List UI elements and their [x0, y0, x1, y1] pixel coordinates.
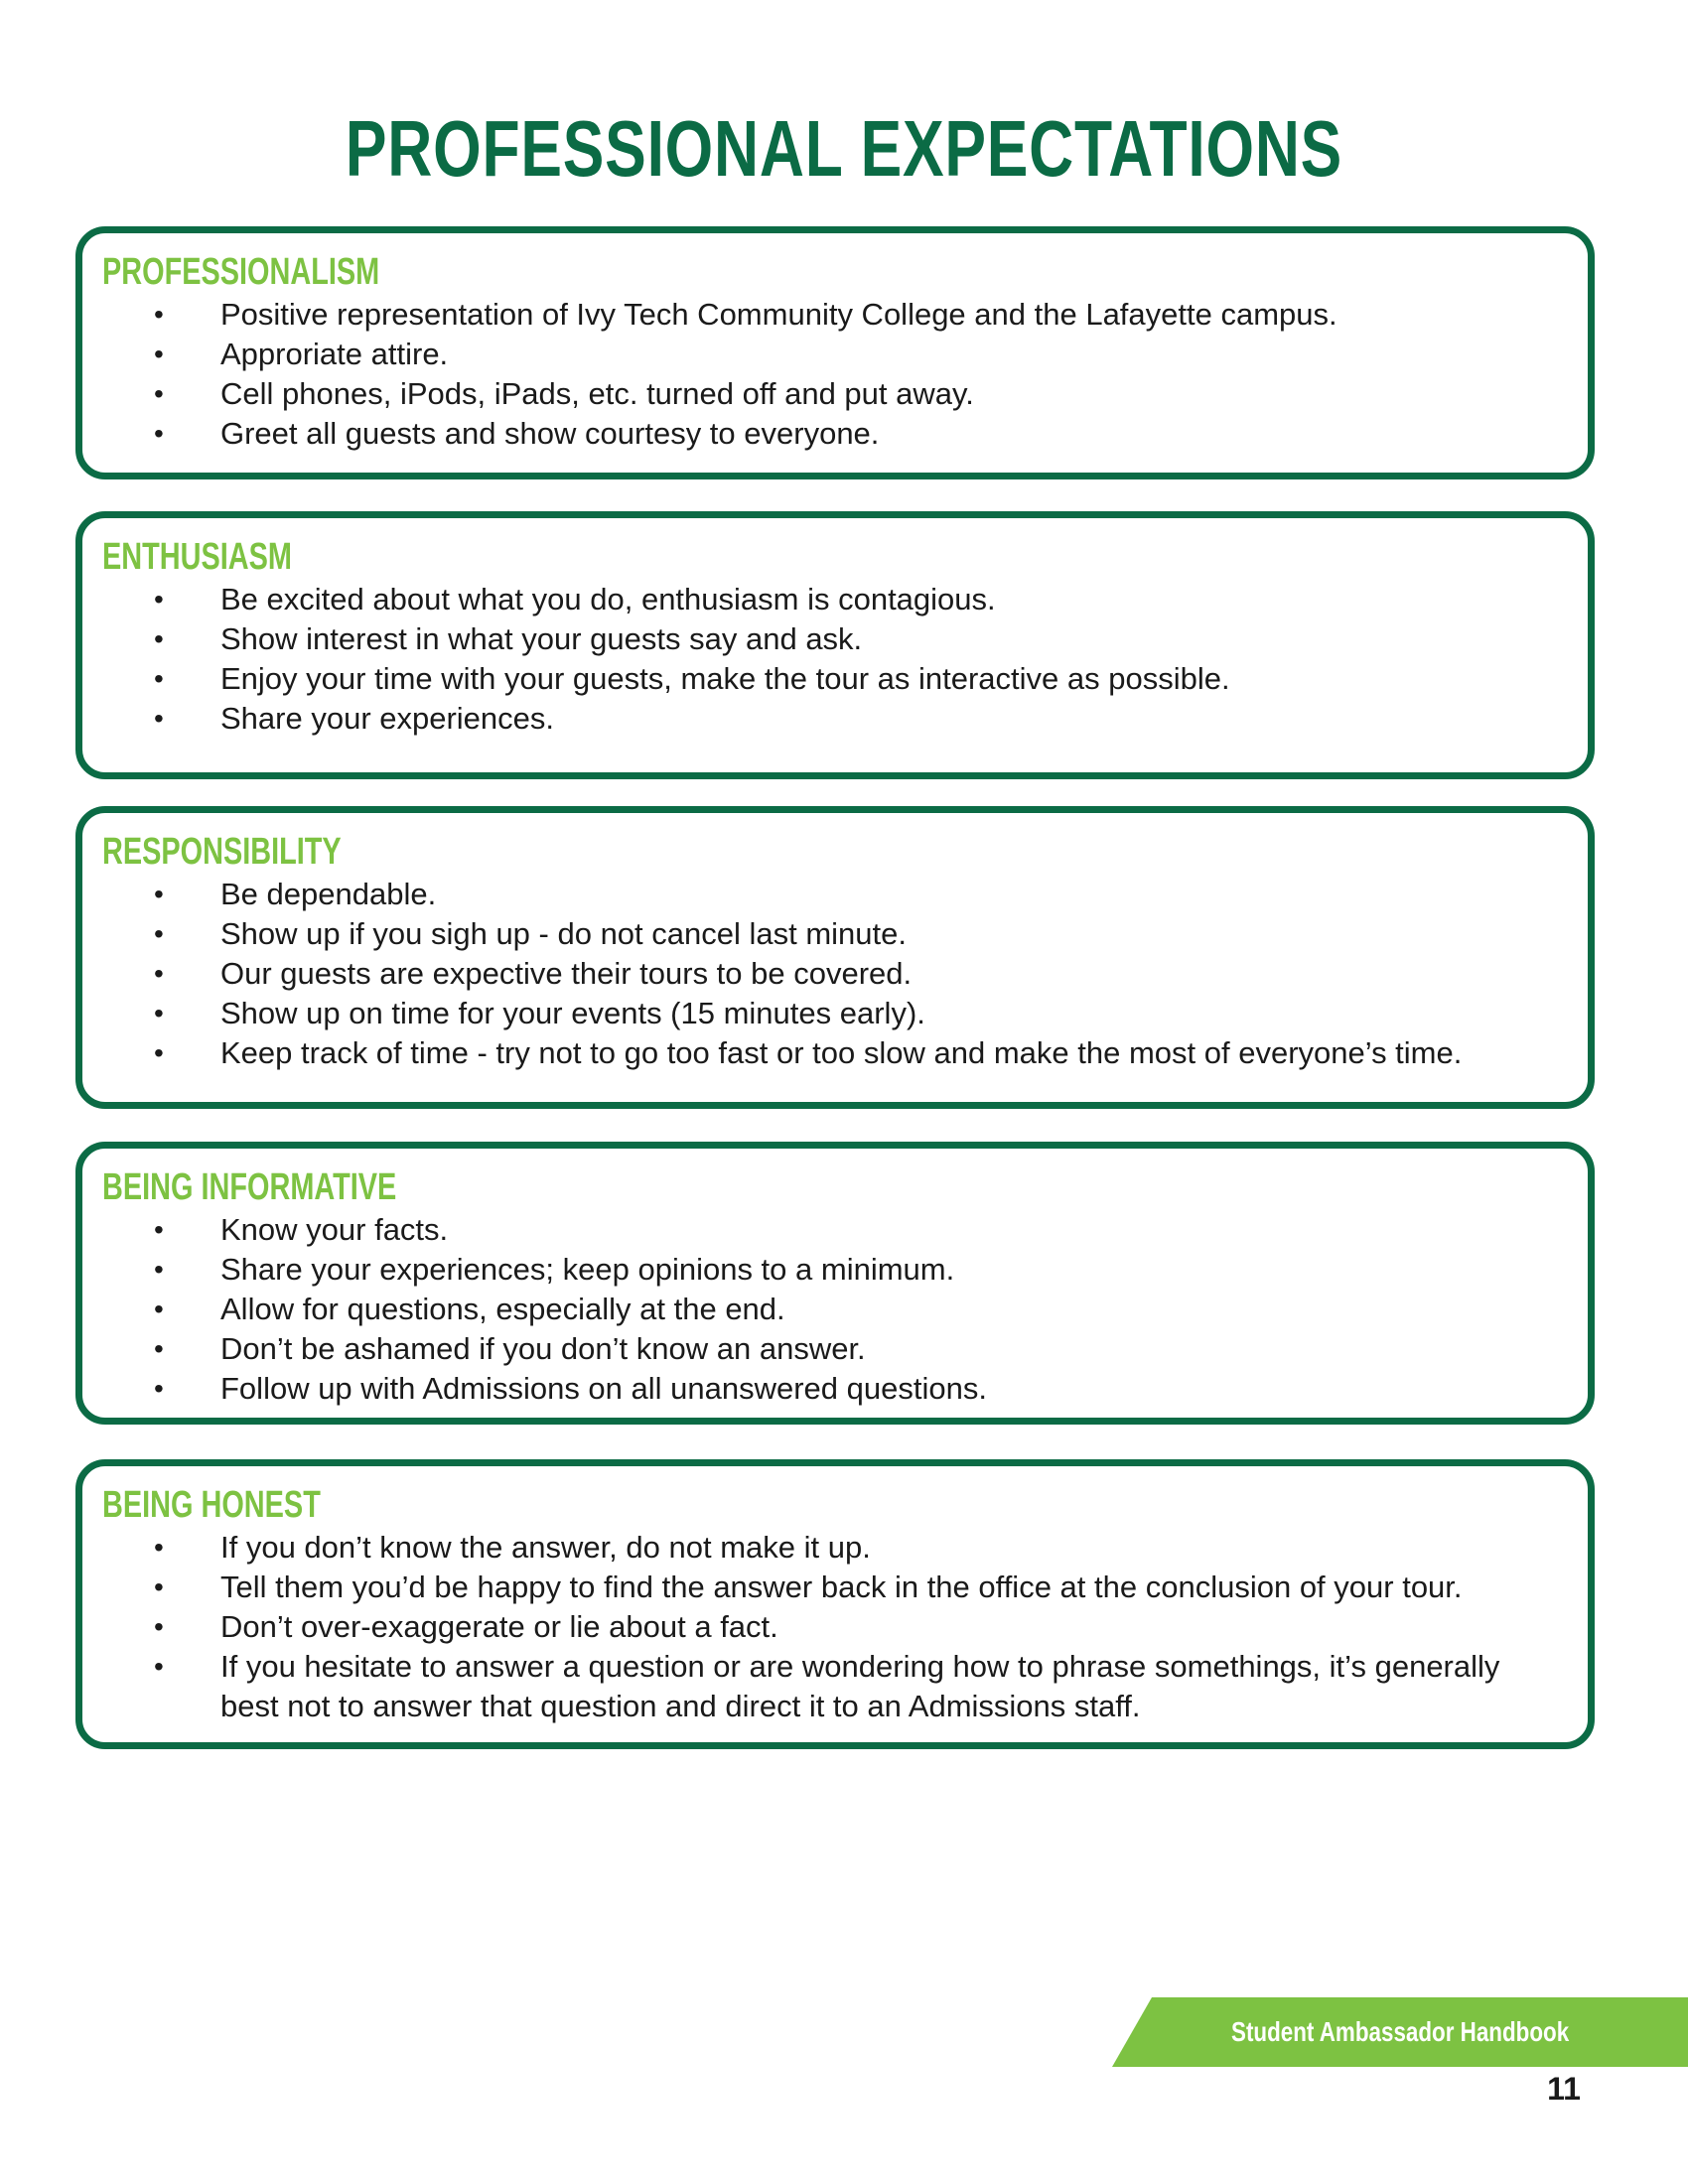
- bullet-icon: •: [154, 1254, 164, 1285]
- list-item: [102, 1528, 1566, 1568]
- bullet-icon: •: [154, 1651, 164, 1682]
- list-item: [102, 1210, 1566, 1250]
- list-item-text: Greet all guests and show courtesy to everyone.: [220, 416, 880, 451]
- bullet-list: [102, 1210, 1566, 1409]
- section-responsibility: [75, 806, 1595, 1109]
- list-item: [102, 374, 1566, 414]
- list-item: [102, 580, 1566, 619]
- bullet-icon: •: [154, 418, 164, 449]
- bullet-icon: •: [154, 339, 164, 369]
- bullet-icon: •: [154, 703, 164, 734]
- list-item-text: Our guests are expective their tours to be covered.: [220, 956, 913, 991]
- list-item-text: Follow up with Admissions on all unanswered questions.: [220, 1371, 987, 1406]
- list-item: [102, 619, 1566, 659]
- list-item-text: Keep track of time - try not to go too fast or too slow and make the most of everyone’s time.: [220, 1035, 1463, 1070]
- section-being-honest: [75, 1459, 1595, 1749]
- list-item-text: Positive representation of Ivy Tech Community College and the Lafayette campus.: [220, 297, 1337, 332]
- list-item: [102, 1290, 1566, 1329]
- list-item-text: Show up if you sigh up - do not cancel last minute.: [220, 916, 908, 951]
- list-item: [102, 1033, 1566, 1073]
- section-heading: RESPONSIBILITY: [102, 831, 342, 873]
- list-item: [102, 699, 1566, 739]
- section-professionalism: [75, 226, 1595, 479]
- list-item: [102, 954, 1566, 994]
- bullet-icon: •: [154, 663, 164, 694]
- bullet-icon: •: [154, 998, 164, 1028]
- list-item-text: Be excited about what you do, enthusiasm is contagious.: [220, 582, 996, 616]
- list-item: [102, 1568, 1566, 1607]
- bullet-list: [102, 295, 1566, 454]
- list-item: [102, 295, 1566, 335]
- section-enthusiasm: [75, 511, 1595, 779]
- bullet-icon: •: [154, 1373, 164, 1404]
- list-item-text: Cell phones, iPods, iPads, etc. turned off and put away.: [220, 376, 974, 411]
- bullet-icon: •: [154, 1333, 164, 1364]
- list-item: [102, 994, 1566, 1033]
- bullet-icon: •: [154, 1532, 164, 1563]
- list-item-text: Don’t be ashamed if you don’t know an answer.: [220, 1331, 866, 1366]
- page-number: 11: [1547, 2071, 1581, 2107]
- bullet-icon: •: [154, 918, 164, 949]
- list-item-text: Know your facts.: [220, 1212, 449, 1247]
- list-item-text: Be dependable.: [220, 877, 437, 911]
- list-item: [102, 414, 1566, 454]
- section-heading: BEING INFORMATIVE: [102, 1166, 397, 1208]
- list-item-text: Show interest in what your guests say and ask.: [220, 621, 863, 656]
- section-being-informative: [75, 1142, 1595, 1425]
- bullet-icon: •: [154, 1611, 164, 1642]
- list-item-text: Don’t over-exaggerate or lie about a fact.: [220, 1609, 778, 1644]
- section-heading: BEING HONEST: [102, 1484, 321, 1526]
- bullet-icon: •: [154, 378, 164, 409]
- list-item-text: Share your experiences; keep opinions to a minimum.: [220, 1252, 955, 1287]
- list-item: [102, 659, 1566, 699]
- list-item: [102, 1329, 1566, 1369]
- list-item-text: Enjoy your time with your guests, make the tour as interactive as possible.: [220, 661, 1230, 696]
- section-heading: PROFESSIONALISM: [102, 251, 380, 293]
- list-item-text: Tell them you’d be happy to find the answer back in the office at the conclusion of your tour.: [220, 1570, 1463, 1604]
- bullet-icon: •: [154, 879, 164, 909]
- list-item-text: If you don’t know the answer, do not make it up.: [220, 1530, 871, 1565]
- list-item: [102, 875, 1566, 914]
- list-item: [102, 1607, 1566, 1647]
- bullet-icon: •: [154, 1571, 164, 1602]
- page-title: PROFESSIONAL EXPECTATIONS: [345, 104, 1343, 193]
- list-item: [102, 1250, 1566, 1290]
- bullet-icon: •: [154, 1037, 164, 1068]
- bullet-icon: •: [154, 623, 164, 654]
- section-heading: ENTHUSIASM: [102, 536, 292, 578]
- list-item-text: Approriate attire.: [220, 337, 449, 371]
- bullet-icon: •: [154, 1214, 164, 1245]
- list-item-text: If you hesitate to answer a question or are wondering how to phrase somethings, it’s generally best not to answer that question and direct it to an Admissions staff.: [220, 1649, 1500, 1723]
- list-item-text: Show up on time for your events (15 minutes early).: [220, 996, 925, 1030]
- list-item: [102, 1647, 1566, 1726]
- bullet-list: [102, 875, 1566, 1073]
- bullet-icon: •: [154, 958, 164, 989]
- list-item: [102, 335, 1566, 374]
- footer-label: Student Ambassador Handbook: [1231, 2016, 1570, 2047]
- bullet-list: [102, 1528, 1566, 1726]
- list-item: [102, 1369, 1566, 1409]
- bullet-icon: •: [154, 584, 164, 614]
- list-item: [102, 914, 1566, 954]
- bullet-icon: •: [154, 299, 164, 330]
- list-item-text: Share your experiences.: [220, 701, 555, 736]
- bullet-icon: •: [154, 1294, 164, 1324]
- list-item-text: Allow for questions, especially at the end.: [220, 1292, 785, 1326]
- bullet-list: [102, 580, 1566, 739]
